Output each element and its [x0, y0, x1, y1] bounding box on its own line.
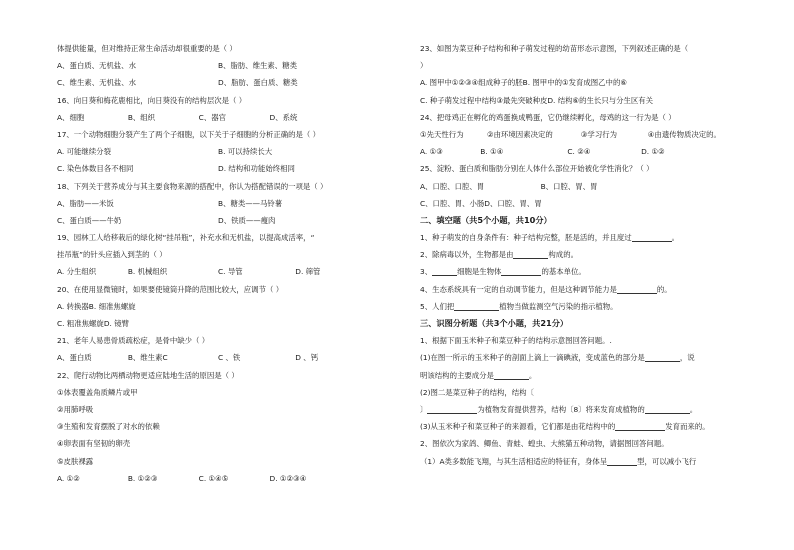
- q18-options-row1: [57, 195, 379, 212]
- t2-q1-blank[interactable]: [607, 456, 637, 466]
- section-2-title: 二、填空题（共5个小题，共10分）: [420, 214, 552, 225]
- q24-item-3: ③学习行为: [580, 129, 617, 139]
- fill-2-blank[interactable]: [513, 249, 548, 259]
- fill-3-end: 的基本单位。: [541, 267, 586, 277]
- q18-stem: 18、下列关于营养成分与其主要食物来源的搭配中，你认为搭配错误的一项是（ ）: [57, 181, 328, 191]
- q23-options-row1: A. 图甲中①②③④组成种子的胚B. 图甲中的①发育成图乙中的⑥: [420, 78, 627, 88]
- t1-q2-blank-a[interactable]: [427, 404, 477, 414]
- q14-option-a: A、蛋白质、无机盐、水: [57, 61, 136, 71]
- q24-item-4: ④由遗传物质决定的。: [647, 129, 721, 139]
- q20-options-row1: A. 转换器B. 细准焦螺旋: [57, 301, 136, 311]
- fill-2-end: 构成的。: [548, 250, 578, 260]
- q14-option-b: B、脂肪、维生素、糖类: [218, 61, 297, 71]
- fill-1-blank[interactable]: [632, 232, 672, 242]
- q22-options: [57, 470, 379, 487]
- q19-stem-line2: 挂吊瓶”的针头应插入到茎的（ ）: [57, 250, 167, 260]
- q14-option-c: C、维生素、无机盐、水: [57, 78, 137, 88]
- q24-item-1: ①先天性行为: [420, 129, 464, 139]
- t1-q1-text2: 明该结构的主要成分是: [420, 370, 494, 380]
- fill-1: [420, 229, 755, 246]
- q14-options-row2: [57, 74, 379, 91]
- q22-stem: 22、爬行动物比两栖动物更适应陆地生活的原因是（ ）: [57, 370, 239, 380]
- t1-q1-blank-a[interactable]: [645, 352, 680, 362]
- q17-options-row1: [57, 143, 379, 160]
- q21-option-a: A、蛋白质: [57, 353, 92, 363]
- q17-stem: 17、一个动物细胞分裂产生了两个子细胞，以下关于子细胞的分析正确的是（ ）: [57, 129, 321, 139]
- q22-option-b: B. ①②③: [127, 473, 158, 483]
- q14-tail: 体提供能量，但对维持正常生命活动却很重要的是（ ）: [57, 44, 237, 53]
- q25-option-a: A、口腔、口腔、胃: [420, 181, 485, 191]
- q18-options-row2: [57, 212, 379, 229]
- q25-option-b: B、口腔、胃、胃: [540, 181, 598, 191]
- section-3-title: 三、识图分析题（共3个小题，共21分）: [420, 318, 569, 328]
- q17-option-c: C. 染色体数目各不相同: [57, 164, 134, 174]
- q24-options: [420, 143, 755, 160]
- t1-q2-blank-b[interactable]: [645, 404, 690, 414]
- left-column: [57, 40, 379, 487]
- fill-3: [420, 263, 755, 280]
- q23-stem: 23、如图为菜豆种子结构和种子萌发过程的幼苗形态示意图，下列叙述正确的是（: [420, 44, 689, 53]
- right-column: [420, 40, 755, 470]
- q22-option-d: D. ①②③④: [269, 473, 307, 483]
- q25-options-row1: [420, 178, 755, 195]
- t1-q3-end: 发育而来的。: [665, 422, 710, 432]
- q19-stem-line1: 19、园林工人给移栽后的绿化树“挂吊瓶”，补充水和无机盐，以提高成活率，“: [57, 233, 315, 243]
- q24-item-2: ②由环境因素决定的: [487, 129, 553, 139]
- q22-option-a: A. ①②: [57, 473, 80, 483]
- t2-q1-text: （1）A类多数能飞翔，与其生活相适应的特征有，身体呈: [420, 456, 608, 466]
- t1-q1-blank-b[interactable]: [494, 370, 529, 380]
- fill-3-text: 细胞是生物体: [457, 267, 502, 277]
- fill-1-text: 1、种子萌发的自身条件有：种子结构完整，胚是活的，并且度过: [420, 233, 632, 243]
- fill-2: [420, 246, 755, 263]
- q25-stem: 25、淀粉、蛋白质和脂肪分别在人体什么部位开始被化学性消化？（ ）: [420, 164, 654, 174]
- q18-option-d: D、铁质——瘦肉: [218, 215, 276, 225]
- q20-options-row2: C. 粗准焦螺旋D. 镜臂: [57, 319, 129, 328]
- q16-option-d: D、系统: [269, 112, 298, 122]
- fill-4-blank[interactable]: [617, 284, 657, 294]
- fill-4-text: 4、生态系统具有一定的自动调节能力，但是这种调节能力是: [420, 284, 617, 294]
- fill-3-num: 3、: [420, 267, 433, 277]
- q17-options-row2: [57, 160, 379, 177]
- q19-options: [57, 263, 379, 280]
- q14-option-d: D、脂肪、蛋白质、糖类: [218, 78, 298, 88]
- q23-close: ）: [420, 61, 428, 71]
- q24-option-d: D. ①②: [641, 147, 665, 157]
- q14-options-row1: [57, 57, 379, 74]
- fill-1-end: 。: [671, 233, 680, 243]
- t2-intro: 2、图依次为家鸽、鲫鱼、青蛙、蝗虫、大熊猫五种动物，请据图回答问题。: [420, 439, 669, 449]
- q21-options: [57, 349, 379, 366]
- t1-q2-line1: (2)图二是菜豆种子的结构，结构〔: [420, 387, 534, 397]
- fill-2-text: 2、除病毒以外，生物都是由: [420, 250, 514, 260]
- q23-options-row2: C. 种子萌发过程中结构③最先突破种皮D. 结构⑥的生长只与分生区有关: [420, 95, 654, 105]
- q16-option-a: A、细胞: [57, 112, 85, 122]
- t1-intro: 1、根据下面玉米种子和菜豆种子的结构示意图回答问题。.: [420, 336, 612, 346]
- fill-3-blank-a[interactable]: [432, 266, 457, 276]
- q17-option-d: D. 结构和功能始终相同: [218, 164, 295, 174]
- q21-option-b: B、维生素C: [127, 353, 168, 363]
- q24-stem: 24、把母鸡正在孵化的鸡蛋换成鸭蛋，它仍继续孵化，母鸡的这一行为是（ ）: [420, 112, 676, 122]
- t1-q1-line1: [420, 349, 755, 366]
- q21-option-d: D 、钙: [295, 353, 319, 363]
- t2-q1-tail: 型，可以减小飞行: [637, 456, 697, 466]
- t1-q2-line2: [420, 401, 755, 418]
- q19-option-a: A. 分生组织: [57, 267, 97, 277]
- q21-option-c: C 、铁: [218, 353, 241, 363]
- fill-5-text: 5、人们把: [420, 301, 455, 311]
- q22-item-4: ④卵表面有坚韧的卵壳: [57, 439, 131, 449]
- q24-option-a: A. ①③: [420, 147, 443, 157]
- q16-options: [57, 109, 379, 126]
- q16-stem: 16、向日葵和梅花鹿相比，向日葵没有的结构层次是（ ）: [57, 95, 247, 105]
- t1-q3: [420, 418, 755, 435]
- q19-option-b: B. 机械组织: [127, 267, 168, 277]
- q17-option-a: A. 可能继续分裂: [57, 147, 111, 157]
- q22-option-c: C. ①④⑤: [198, 473, 229, 483]
- t1-q1-end: 。: [528, 370, 537, 380]
- q24-option-c: C. ②④: [567, 147, 591, 157]
- q25-options-row2: C、口腔、胃、小肠D、口腔、胃、胃: [420, 198, 542, 208]
- t1-q2-bracket: 〕: [420, 404, 428, 414]
- q20-stem: 20、在使用显微镜时，如果要使镜筒升降的范围比较大，应调节（ ）: [57, 284, 284, 294]
- q21-stem: 21、老年人易患骨质疏松症，是骨中缺少（ ）: [57, 336, 210, 346]
- q19-option-d: D. 筛管: [295, 267, 321, 277]
- q24-option-b: B. ①④: [480, 147, 504, 157]
- q24-items: [420, 126, 755, 143]
- q16-option-b: B、组织: [127, 112, 156, 122]
- fill-5-blank[interactable]: [454, 301, 499, 311]
- q19-option-c: C. 导管: [218, 267, 243, 277]
- fill-4-end: 的。: [656, 284, 672, 294]
- t1-q2-text: 为植物发育提供营养，结构〔8〕将来发育成植物的: [477, 404, 645, 414]
- t1-q1-tail: ，说: [679, 353, 695, 363]
- q18-option-a: A、脂肪——米饭: [57, 198, 114, 208]
- q22-item-3: ③生殖和发育摆脱了对水的依赖: [57, 422, 160, 432]
- q22-item-5: ⑤皮肤裸露: [57, 456, 94, 466]
- fill-5: [420, 298, 755, 315]
- q22-item-1: ①体表覆盖角质鳞片或甲: [57, 387, 138, 397]
- fill-4: [420, 281, 755, 298]
- q22-item-2: ②用肺呼吸: [57, 404, 94, 414]
- fill-3-blank-b[interactable]: [501, 266, 541, 276]
- t2-q1: [420, 453, 755, 470]
- t1-q1-line2: [420, 367, 755, 384]
- q17-option-b: B. 可以持续长大: [218, 147, 273, 157]
- q18-option-b: B、糖类——马铃薯: [218, 198, 283, 208]
- t1-q3-blank[interactable]: [615, 421, 665, 431]
- t1-q2-end: 。: [689, 404, 698, 414]
- q16-option-c: C、器官: [198, 112, 227, 122]
- t1-q1-text: (1)在图一所示的玉米种子的剖面上滴上一滴碘液，变成蓝色的部分是: [420, 353, 645, 363]
- t1-q3-text: (3)从玉米种子和菜豆种子的来源看，它们都是由花结构中的: [420, 422, 616, 432]
- q18-option-c: C、蛋白质——牛奶: [57, 215, 122, 225]
- fill-5-end: 植物当做监测空气污染的指示植物。: [499, 301, 618, 311]
